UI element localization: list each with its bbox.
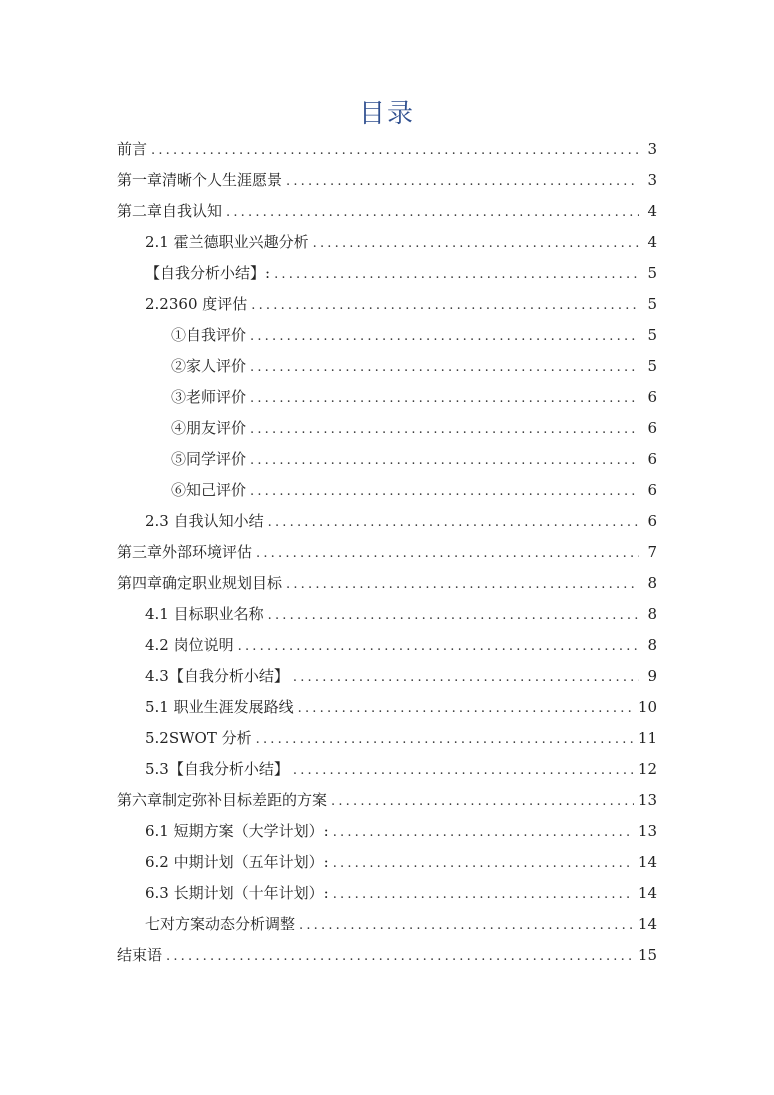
toc-page-number: 4 (647, 233, 657, 251)
toc-entry-text: 第三章外部环境评估 (117, 543, 253, 561)
toc-dot-leader (313, 232, 639, 256)
toc-entry-text: 七对方案动态分析调整 (145, 915, 296, 933)
toc-page-number: 8 (647, 605, 657, 623)
toc-dot-leader (331, 790, 634, 814)
toc-page-number: 5 (647, 357, 657, 375)
toc-entry-text: 4.1 目标职业名称 (145, 605, 264, 623)
toc-dot-leader (333, 821, 634, 845)
toc-dot-leader (333, 852, 634, 876)
toc-dot-leader (250, 387, 639, 411)
toc-entry-text: 6.1 短期方案（大学计划）: (145, 822, 329, 840)
toc-page-number: 8 (647, 636, 657, 654)
toc-page-number: 10 (637, 698, 657, 716)
toc-entry[interactable] (145, 633, 657, 657)
toc-entry-text: ⑤同学评价 (171, 450, 247, 468)
toc-page-number: 6 (647, 512, 657, 530)
toc-entry-text: ④朋友评价 (171, 419, 247, 437)
toc-page-number: 6 (647, 450, 657, 468)
toc-entry[interactable] (171, 447, 657, 471)
toc-entry[interactable] (171, 416, 657, 440)
toc-page-number: 15 (637, 946, 657, 964)
toc-title: 目录 (358, 99, 415, 129)
toc-dot-leader (250, 325, 639, 349)
toc-dot-leader (268, 604, 639, 628)
toc-entry-text: 2.2360 度评估 (145, 295, 248, 313)
toc-entry[interactable] (171, 354, 657, 378)
toc-entry[interactable] (117, 199, 657, 223)
toc-entry[interactable] (117, 168, 657, 192)
toc-entry-text: 第六章制定弥补目标差距的方案 (117, 791, 328, 809)
toc-dot-leader (250, 418, 639, 442)
toc-entry[interactable] (145, 850, 657, 874)
toc-entry[interactable] (117, 540, 657, 564)
toc-entry[interactable] (145, 509, 657, 533)
toc-entry-text: 【自我分析小结】: (145, 264, 271, 282)
toc-dot-leader (250, 449, 639, 473)
toc-entry[interactable] (117, 571, 657, 595)
toc-dot-leader (268, 511, 639, 535)
toc-entry[interactable] (145, 726, 657, 750)
toc-dot-leader (286, 170, 639, 194)
toc-entry-text: 第二章自我认知 (117, 202, 223, 220)
toc-entry[interactable] (145, 664, 657, 688)
toc-entry[interactable] (145, 881, 657, 905)
toc-page-number: 6 (647, 388, 657, 406)
toc-entry-text: 5.2SWOT 分析 (145, 729, 252, 747)
toc-entry-text: 第四章确定职业规划目标 (117, 574, 283, 592)
toc-entry-text: 2.1 霍兰德职业兴趣分析 (145, 233, 309, 251)
toc-entry-text: ⑥知己评价 (171, 481, 247, 499)
toc-page-number: 8 (647, 574, 657, 592)
toc-page-number: 11 (637, 729, 657, 747)
toc-page-number: 13 (637, 822, 657, 840)
toc-entry[interactable] (145, 695, 657, 719)
toc-dot-leader (166, 945, 634, 969)
toc-entry[interactable] (171, 478, 657, 502)
toc-dot-leader (256, 542, 639, 566)
toc-dot-leader (250, 356, 639, 380)
toc-page-number: 6 (647, 481, 657, 499)
toc-entry-text: 4.2 岗位说明 (145, 636, 234, 654)
toc-entry[interactable] (145, 292, 657, 316)
toc-page-number: 9 (647, 667, 657, 685)
toc-entry[interactable] (145, 261, 657, 285)
toc-entry[interactable] (145, 757, 657, 781)
toc-page-number: 6 (647, 419, 657, 437)
toc-entry-text: 结束语 (117, 946, 163, 964)
toc-page-number: 14 (637, 915, 657, 933)
toc-entry[interactable] (117, 788, 657, 812)
toc-page-number: 5 (647, 264, 657, 282)
toc-entry-text: 5.3【自我分析小结】 (145, 760, 289, 778)
toc-entry-text: ②家人评价 (171, 357, 247, 375)
toc-entry[interactable] (171, 385, 657, 409)
toc-entry-text: 4.3【自我分析小结】 (145, 667, 289, 685)
toc-page-number: 7 (647, 543, 657, 561)
toc-entry[interactable] (145, 819, 657, 843)
toc-entry[interactable] (117, 137, 657, 161)
toc-dot-leader (238, 635, 639, 659)
toc-page-number: 13 (637, 791, 657, 809)
toc-entry[interactable] (145, 912, 657, 936)
toc-dot-leader (333, 883, 634, 907)
toc-entry-text: 第一章清晰个人生涯愿景 (117, 171, 283, 189)
toc-entry[interactable] (145, 602, 657, 626)
toc-entry-text: 2.3 自我认知小结 (145, 512, 264, 530)
toc-dot-leader (151, 139, 639, 163)
toc-page-number: 4 (647, 202, 657, 220)
toc-dot-leader (250, 480, 639, 504)
toc-page-number: 14 (637, 884, 657, 902)
toc-dot-leader (293, 666, 639, 690)
toc-page-number: 12 (637, 760, 657, 778)
toc-entry-text: 6.2 中期计划（五年计划）: (145, 853, 329, 871)
toc-dot-leader (274, 263, 639, 287)
toc-page-number: 14 (637, 853, 657, 871)
toc-page-number: 3 (647, 140, 657, 158)
toc-page-number: 3 (647, 171, 657, 189)
toc-entry-text: 5.1 职业生涯发展路线 (145, 698, 294, 716)
toc-entry-text: 前言 (117, 140, 148, 158)
toc-page-number: 5 (647, 295, 657, 313)
toc-dot-leader (226, 201, 639, 225)
toc-dot-leader (256, 728, 634, 752)
toc-page-number: 5 (647, 326, 657, 344)
toc-dot-leader (293, 759, 634, 783)
toc-dot-leader (251, 294, 639, 318)
toc-entry-text: 6.3 长期计划（十年计划）: (145, 884, 329, 902)
toc-dot-leader (298, 697, 634, 721)
toc-entry-text: ①自我评价 (171, 326, 247, 344)
toc-dot-leader (286, 573, 639, 597)
toc-entry[interactable] (145, 230, 657, 254)
toc-entry[interactable] (171, 323, 657, 347)
toc-entry-text: ③老师评价 (171, 388, 247, 406)
toc-entry[interactable] (117, 943, 657, 967)
toc-dot-leader (299, 914, 634, 938)
